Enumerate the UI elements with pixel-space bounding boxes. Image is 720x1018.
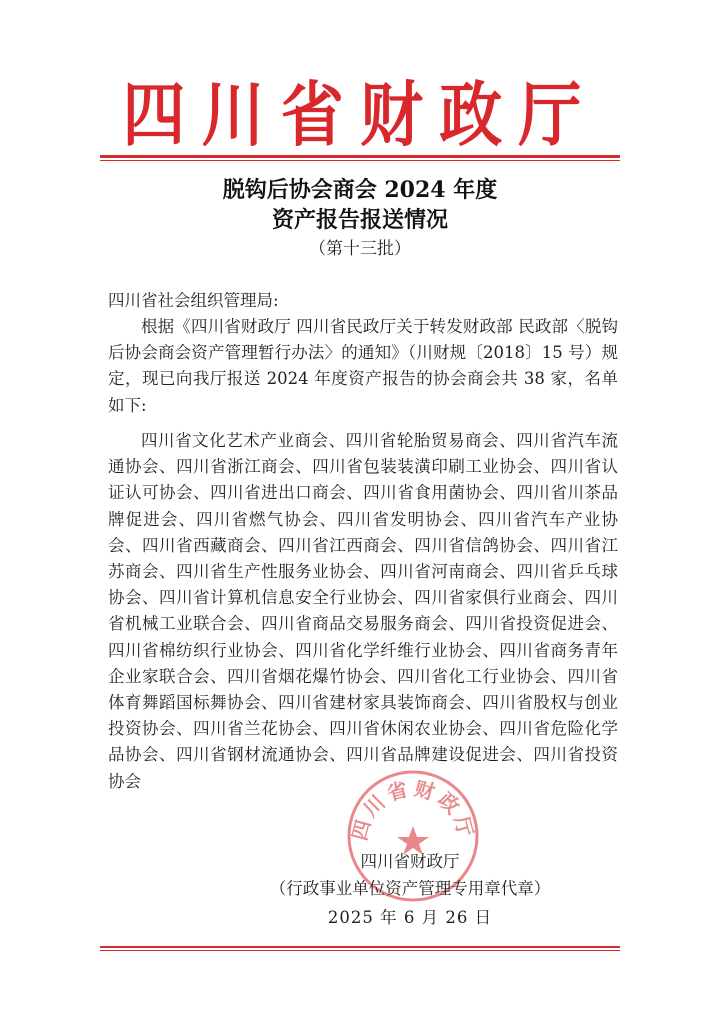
paragraph-intro: 根据《四川省财政厅 四川省民政厅关于转发财政部 民政部〈脱钩后协会商会资产管理暂行办法〉的通知》（川财规〔2018〕15 号）规定，现已向我厅报送 2024 年度资产报告的协会商会共 38 家，名单如下: [108,317,618,415]
batch-label: （第十三批） [309,239,411,259]
letterhead-rule-thin [100,160,620,161]
letterhead-rule [100,155,620,158]
footer-rule [100,946,620,948]
signature-note: （行政事业单位资产管理专用章代章） [269,879,551,898]
letterhead-title: 四川省财政厅 [122,74,598,156]
document-title-line1: 脱钩后协会商会 2024 年度 [222,177,498,203]
signature-date: 2025 年 6 月 26 日 [327,908,493,927]
paragraph-association-list: 四川省文化艺术产业商会、四川省轮胎贸易商会、四川省汽车流通协会、四川省浙江商会、四川省包装装潢印刷工业协会、四川省认证认可协会、四川省进出口商会、四川省食用菌协会、四川省川茶品牌促进会、四川省燃气协会、四川省发明协会、四川省汽车产业协会、四川省西藏商会、四川省江西商会、四川省信鸽协会、四川省江苏商会、四川省生产性服务业协会、四川省河南商会、四川省乒乓球协会、四川省计算机信息安全行业协会、四川省家俱行业商会、四川省机械工业联合会、四川省商品交易服务商会、四川省投资促进会、四川省棉纺织行业协会、四川省化学纤维行业协会、四川省商务青年企业家联合会、四川省烟花爆竹协会、四川省化工行业协会、四川省体育舞蹈国标舞协会、四川省建材家具装饰商会、四川省股权与创业投资协会、四川省兰花协会、四川省休闲农业协会、四川省危险化学品协会、四川省钢材流通协会、四川省品牌建设促进会、四川省投资协会 [108,431,618,791]
document-title-line2: 资产报告报送情况 [271,207,448,233]
salutation: 四川省社会组织管理局: [108,291,279,310]
svg-text:四川省财政厅: 四川省财政厅 [347,776,479,843]
footer-rule-thin [100,950,620,951]
signature-org: 四川省财政厅 [360,852,460,871]
